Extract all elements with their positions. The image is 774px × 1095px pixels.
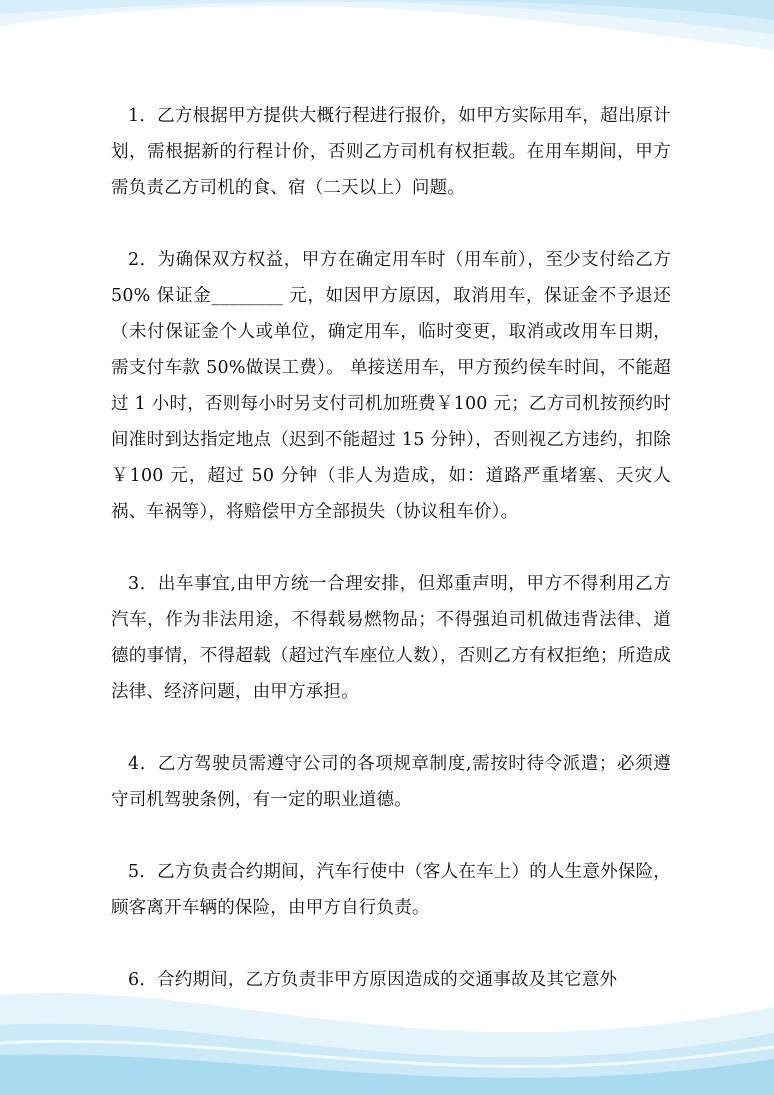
clause-5-text: 5．乙方负责合约期间，汽车行使中（客人在车上）的人生意外保险，顾客离开车辆的保险，由甲方自行负责。 [111, 862, 671, 918]
decorative-wave-top [0, 0, 774, 80]
clause-4-text: 4．乙方驾驶员需遵守公司的各项规章制度,需按时待令派遣；必须遵守司机驾驶条例，有一定的职业道德。 [111, 754, 671, 810]
clause-1-text: 1．乙方根据甲方提供大概行程进行报价，如甲方实际用车，超出原计划，需根据新的行程计价，否则乙方司机有权拒载。在用车期间，甲方需负责乙方司机的食、宿（二天以上）问题。 [111, 106, 671, 198]
clause-2-text: 2．为确保双方权益，甲方在确定用车时（用车前），至少支付给乙方 50% 保证金________ 元，如因甲方原因，取消用车，保证金不予退还（未付保证金个人或单位，确定用车，临时变更，取消或改用车日期，需支付车款 50%做误工费）。 单接送用车，甲方预约侯车时间，不能超过 1 小时，否则每小时另支付司机加班费￥100 元；乙方司机按预约时间准时到达指定地点（迟到不能超过 15 分钟），否则视乙方违约，扣除￥100 元，超过 50 分钟（非人为造成，如：道路严重堵塞、天灾人祸、车祸等），将赔偿甲方全部损失（协议租车价）。 [111, 250, 677, 522]
clause-1 [111, 98, 671, 206]
clause-5 [111, 854, 671, 926]
clause-6-text: 6．合约期间，乙方负责非甲方原因造成的交通事故及其它意外 [128, 970, 618, 990]
clause-3 [111, 566, 671, 710]
document-body [111, 98, 677, 1034]
decorative-wave-bottom [0, 955, 774, 1095]
clause-2 [111, 242, 677, 530]
clause-4 [111, 746, 671, 818]
clause-3-text: 3．出车事宜,由甲方统一合理安排，但郑重声明，甲方不得利用乙方汽车，作为非法用途，不得载易燃物品；不得强迫司机做违背法律、道德的事情，不得超载（超过汽车座位人数），否则乙方有权拒绝；所造成法律、经济问题，由甲方承担。 [111, 574, 671, 702]
